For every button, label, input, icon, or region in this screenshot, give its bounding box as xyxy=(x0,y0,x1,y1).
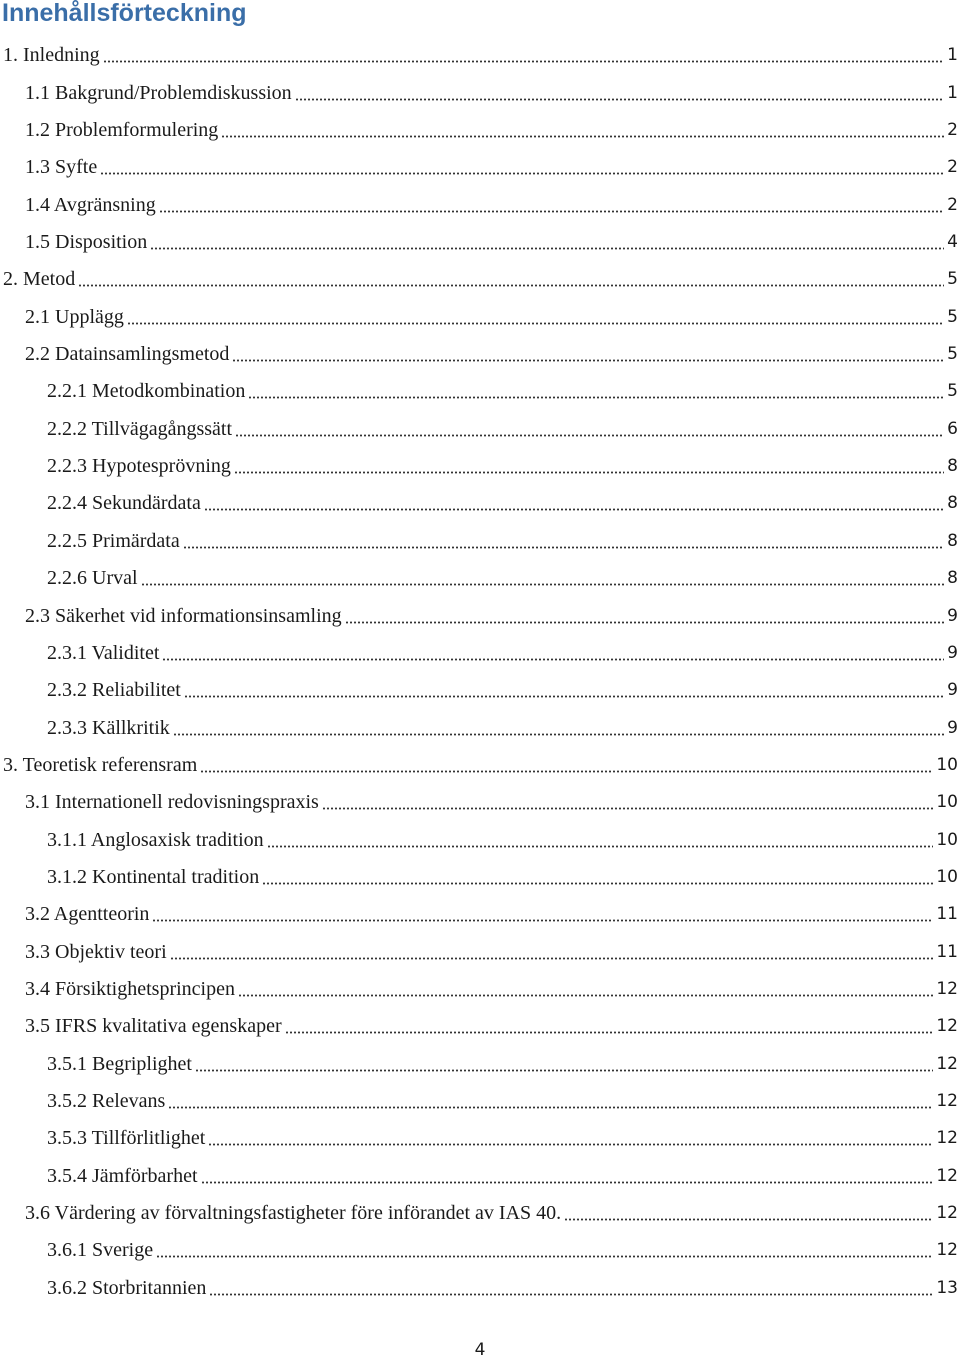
dot-leader xyxy=(208,1128,933,1146)
toc-entry-page: 5 xyxy=(947,344,958,365)
toc-entry-title: 3.5.4 Jämförbarhet xyxy=(47,1164,198,1187)
toc-entry[interactable] xyxy=(0,740,960,777)
toc-entry-title: 2. Metod xyxy=(3,268,76,291)
dot-leader xyxy=(141,568,945,586)
toc-entry-page: 10 xyxy=(936,754,958,775)
toc-entry[interactable] xyxy=(0,964,960,1001)
toc-entry[interactable] xyxy=(0,926,960,963)
toc-entry[interactable] xyxy=(0,1188,960,1225)
toc-entry-page: 2 xyxy=(947,120,958,141)
toc-entry[interactable] xyxy=(0,852,960,889)
dot-leader xyxy=(195,1054,933,1072)
toc-entry-page: 13 xyxy=(936,1277,958,1298)
dot-leader xyxy=(103,45,945,63)
toc-entry-title: 2.2 Datainsamlingsmetod xyxy=(25,343,230,366)
toc-entry-title: 2.2.4 Sekundärdata xyxy=(47,492,201,515)
toc-entry[interactable] xyxy=(0,1113,960,1150)
toc-entry[interactable] xyxy=(0,590,960,627)
toc-entry[interactable] xyxy=(0,1076,960,1113)
dot-leader xyxy=(152,904,933,922)
toc-entry-title: 2.2.6 Urval xyxy=(47,567,138,590)
toc-entry-title: 2.2.5 Primärdata xyxy=(47,529,180,552)
toc-entry-page: 12 xyxy=(936,978,958,999)
toc-entry-title: 1.4 Avgränsning xyxy=(25,193,156,216)
toc-entry[interactable] xyxy=(0,217,960,254)
toc-entry[interactable] xyxy=(0,1038,960,1075)
toc-entry-title: 1.3 Syfte xyxy=(25,156,98,179)
toc-entry-page: 5 xyxy=(947,269,958,290)
toc-entry[interactable] xyxy=(0,67,960,104)
toc-entry-page: 12 xyxy=(936,1016,958,1037)
toc-entry-page: 11 xyxy=(936,904,958,925)
toc-entry[interactable] xyxy=(0,366,960,403)
toc-entry-title: 1.2 Problemformulering xyxy=(25,119,219,142)
toc-entry[interactable] xyxy=(0,702,960,739)
dot-leader xyxy=(232,344,944,362)
toc-entry[interactable] xyxy=(0,329,960,366)
page-number: 4 xyxy=(474,1340,486,1360)
toc-entry-title: 2.3.3 Källkritik xyxy=(47,716,170,739)
toc-entry-title: 3.1 Internationell redovisningspraxis xyxy=(25,791,319,814)
toc-entry[interactable] xyxy=(0,30,960,67)
toc-entry-title: 1.5 Disposition xyxy=(25,231,148,254)
toc-entry-title: 2.2.1 Metodkombination xyxy=(47,380,246,403)
toc-entry-title: 1.1 Bakgrund/Problemdiskussion xyxy=(25,81,292,104)
toc-entry[interactable] xyxy=(0,291,960,328)
toc-entry[interactable] xyxy=(0,254,960,291)
toc-entry[interactable] xyxy=(0,814,960,851)
toc-entry-page: 8 xyxy=(947,456,958,477)
toc-entry-page: 1 xyxy=(947,82,958,103)
dot-leader xyxy=(78,269,944,287)
toc-entry-title: 3.6.1 Sverige xyxy=(47,1239,154,1262)
toc-entry-title: 2.3.2 Reliabilitet xyxy=(47,679,181,702)
toc-entry-title: 2.3 Säkerhet vid informationsinsamling xyxy=(25,604,342,627)
toc-entry-title: 3.5.1 Begriplighet xyxy=(47,1052,192,1075)
toc-entry-page: 10 xyxy=(936,792,958,813)
dot-leader xyxy=(262,867,933,885)
toc-entry-title: 3.3 Objektiv teori xyxy=(25,940,167,963)
dot-leader xyxy=(285,1016,934,1034)
toc-entry-page: 12 xyxy=(936,1240,958,1261)
dot-leader xyxy=(209,1278,933,1296)
toc-entry[interactable] xyxy=(0,1001,960,1038)
toc-entry-page: 5 xyxy=(947,381,958,402)
dot-leader xyxy=(183,531,944,549)
dot-leader xyxy=(204,493,944,511)
toc-entry-page: 9 xyxy=(947,717,958,738)
toc-entry-page: 12 xyxy=(936,1203,958,1223)
toc-entry-page: 2 xyxy=(947,194,958,215)
toc-entry-page: 12 xyxy=(936,1165,958,1186)
dot-leader xyxy=(127,307,944,325)
toc-entry[interactable] xyxy=(0,1225,960,1262)
toc-entry-title: 1. Inledning xyxy=(3,44,100,67)
dot-leader xyxy=(238,979,933,997)
toc-entry[interactable] xyxy=(0,105,960,142)
toc-entry[interactable] xyxy=(0,1262,960,1299)
toc-entry[interactable] xyxy=(0,665,960,702)
toc-entry-page: 12 xyxy=(936,1090,958,1111)
toc-entry[interactable] xyxy=(0,179,960,216)
dot-leader xyxy=(234,456,944,474)
toc-entry-page: 8 xyxy=(947,530,958,551)
dot-leader xyxy=(162,643,944,661)
toc-entry-page: 9 xyxy=(947,605,958,626)
dot-leader xyxy=(168,1091,933,1109)
dot-leader xyxy=(201,1166,934,1184)
dot-leader xyxy=(173,718,944,736)
dot-leader xyxy=(200,755,933,773)
toc-entry-title: 3.5.3 Tillförlitlighet xyxy=(47,1127,206,1150)
toc-entry-title: 3.5 IFRS kvalitativa egenskaper xyxy=(25,1015,282,1038)
toc-entry[interactable] xyxy=(0,515,960,552)
toc-entry-page: 8 xyxy=(947,493,958,514)
dot-leader xyxy=(322,792,934,810)
toc-entry-page: 10 xyxy=(936,866,958,887)
toc-entry-title: 2.1 Upplägg xyxy=(25,305,124,328)
toc-entry-title: 3.1.1 Anglosaxisk tradition xyxy=(47,828,264,851)
dot-leader xyxy=(248,381,944,399)
dot-leader xyxy=(159,195,944,213)
toc-entry-page: 10 xyxy=(936,829,958,850)
toc-entry-title: 3.6.2 Storbritannien xyxy=(47,1276,207,1299)
dot-leader xyxy=(170,942,934,960)
dot-leader xyxy=(564,1203,933,1221)
toc-entry-page: 11 xyxy=(936,941,958,962)
toc-entry-title: 3.6 Värdering av förvaltningsfastigheter före införandet av IAS 40. xyxy=(25,1202,562,1224)
dot-leader xyxy=(221,120,944,138)
toc-entry-page: 4 xyxy=(947,232,958,253)
toc-entry-page: 12 xyxy=(936,1053,958,1074)
toc-entry[interactable] xyxy=(0,889,960,926)
toc-entry-title: 2.2.2 Tillvägagångssätt xyxy=(47,417,233,440)
toc-title: Innehållsförteckning xyxy=(2,0,247,27)
toc-entry-title: 3.4 Försiktighetsprincipen xyxy=(25,977,235,1000)
toc-entry[interactable] xyxy=(0,441,960,478)
toc-entry-page: 6 xyxy=(947,418,958,439)
toc-entry-page: 9 xyxy=(947,642,958,663)
dot-leader xyxy=(295,83,945,101)
toc-entry[interactable] xyxy=(0,553,960,590)
toc-entry[interactable] xyxy=(0,1150,960,1187)
toc-entry-title: 2.3.1 Validitet xyxy=(47,641,160,664)
dot-leader xyxy=(156,1240,933,1258)
dot-leader xyxy=(100,157,944,175)
toc-entry-page: 2 xyxy=(947,157,958,178)
toc-entry[interactable] xyxy=(0,777,960,814)
toc-entry-title: 3.2 Agentteorin xyxy=(25,903,150,926)
toc-entry-title: 3.5.2 Relevans xyxy=(47,1089,166,1112)
dot-leader xyxy=(267,830,934,848)
toc-entry[interactable] xyxy=(0,142,960,179)
toc-entry[interactable] xyxy=(0,403,960,440)
toc-entry-page: 1 xyxy=(947,45,958,66)
toc-entry-title: 2.2.3 Hypotesprövning xyxy=(47,455,231,478)
toc-list xyxy=(0,30,960,1300)
dot-leader xyxy=(345,606,945,624)
dot-leader xyxy=(235,419,944,437)
dot-leader xyxy=(150,232,944,250)
toc-entry-page: 12 xyxy=(936,1128,958,1149)
toc-entry[interactable] xyxy=(0,478,960,515)
toc-entry[interactable] xyxy=(0,628,960,665)
toc-entry-page: 8 xyxy=(947,568,958,589)
toc-entry-title: 3.1.2 Kontinental tradition xyxy=(47,865,260,888)
toc-entry-title: 3. Teoretisk referensram xyxy=(3,753,198,776)
toc-entry-page: 9 xyxy=(947,680,958,701)
dot-leader xyxy=(184,680,944,698)
toc-entry-page: 5 xyxy=(947,306,958,327)
